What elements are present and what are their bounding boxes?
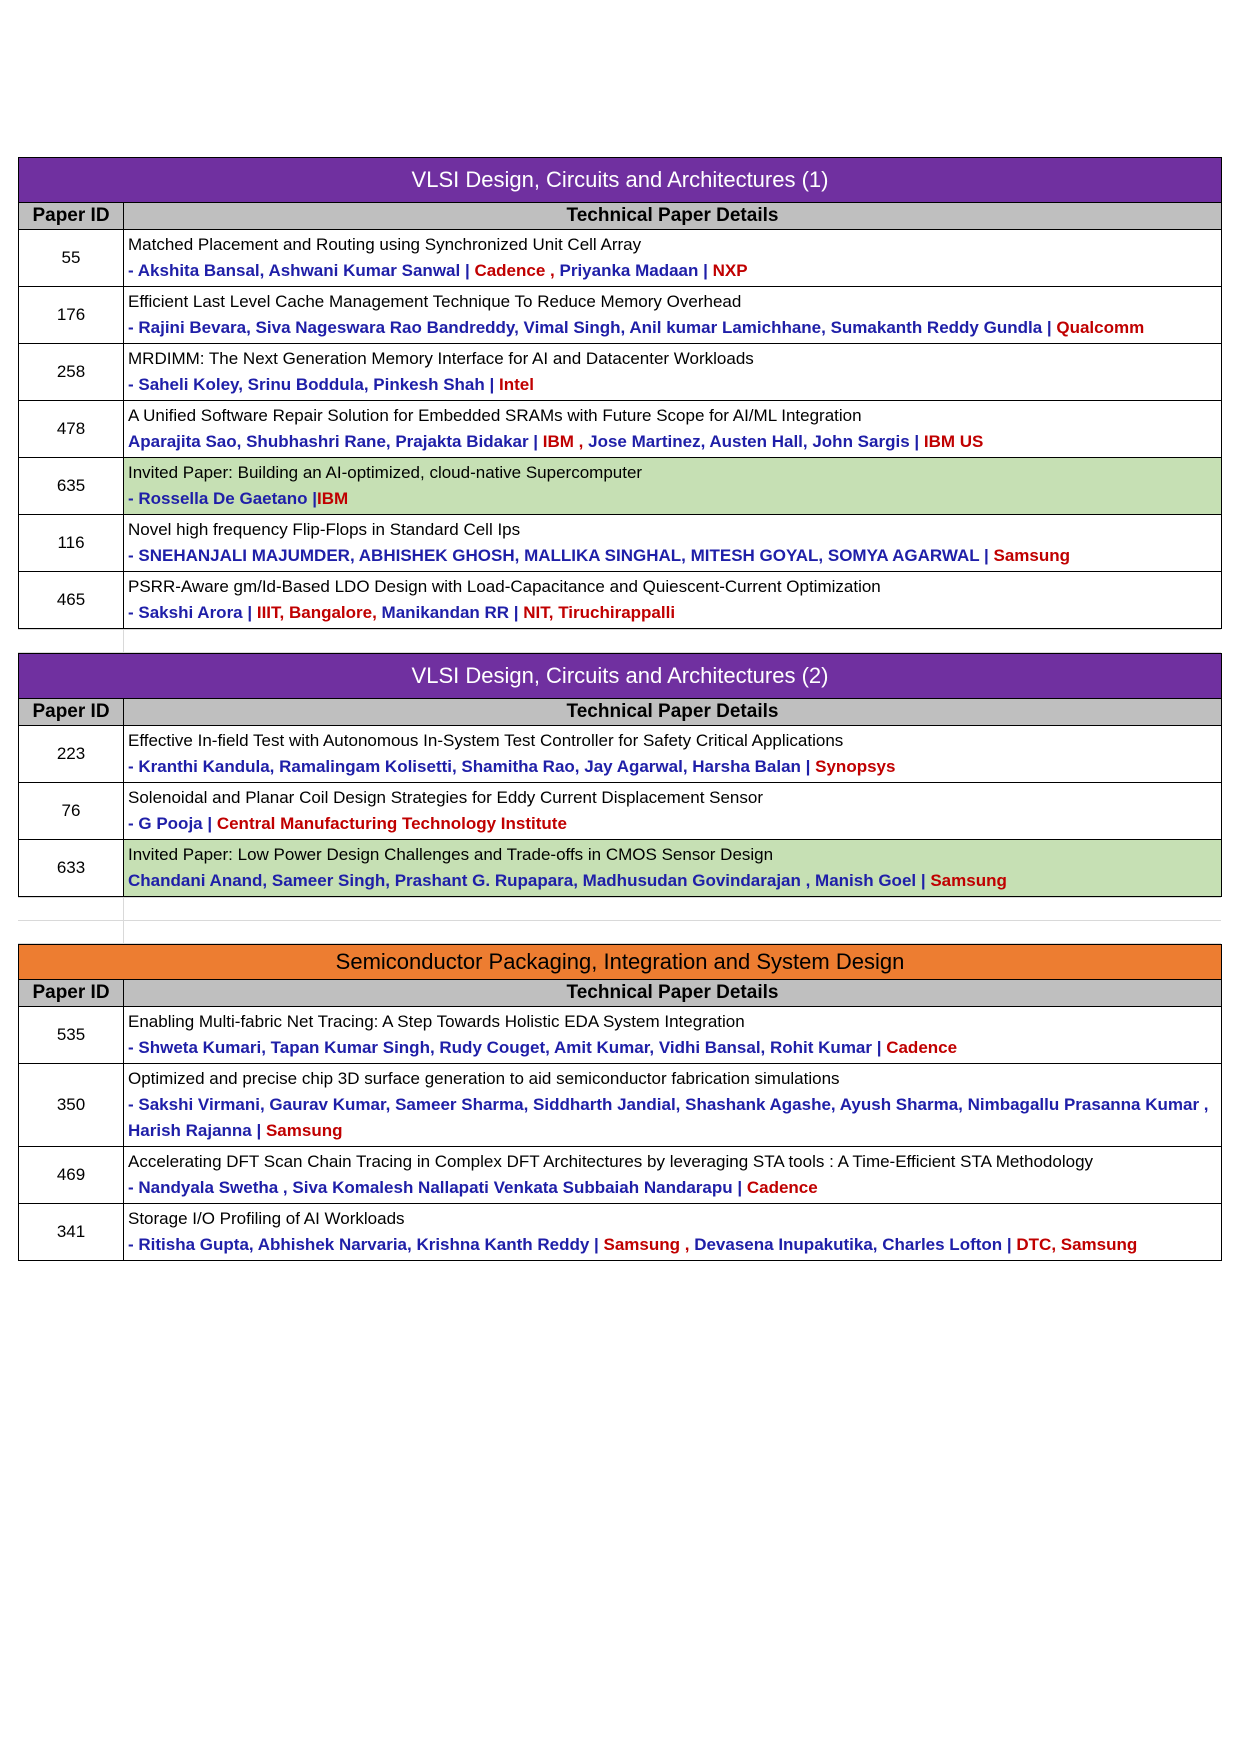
paper-title: Storage I/O Profiling of AI Workloads	[128, 1209, 405, 1228]
paper-title: Optimized and precise chip 3D surface generation to aid semiconductor fabrication simulations	[128, 1069, 840, 1088]
author-line	[128, 429, 1217, 455]
author-line	[128, 868, 1217, 894]
table-row	[19, 1204, 1222, 1261]
affiliation: IBM	[316, 489, 349, 508]
paper-details	[124, 1007, 1222, 1064]
author-names: Manikandan RR |	[381, 603, 524, 622]
table-row	[19, 458, 1222, 515]
author-names: Devasena Inupakutika, Charles Lofton |	[694, 1235, 1017, 1254]
paper-id: 469	[19, 1147, 124, 1204]
paper-id: 535	[19, 1007, 124, 1064]
paper-id: 176	[19, 287, 124, 344]
table-row	[19, 344, 1222, 401]
author-line	[128, 1232, 1217, 1258]
affiliation: Synopsys	[815, 757, 896, 776]
paper-id: 635	[19, 458, 124, 515]
paper-id: 223	[19, 726, 124, 783]
author-line	[128, 811, 1217, 837]
affiliation: Cadence	[746, 1178, 818, 1197]
author-names: - Akshita Bansal, Ashwani Kumar Sanwal |	[128, 261, 475, 280]
affiliation: DTC, Samsung	[1016, 1235, 1138, 1254]
session-table	[18, 944, 1222, 1261]
column-header-details: Technical Paper Details	[124, 203, 1222, 230]
table-row	[19, 1007, 1222, 1064]
affiliation: NIT, Tiruchirappalli	[523, 603, 676, 622]
affiliation: Central Manufacturing Technology Institute	[216, 814, 567, 833]
paper-id: 478	[19, 401, 124, 458]
column-header-details: Technical Paper Details	[124, 980, 1222, 1007]
author-names: - Saheli Koley, Srinu Boddula, Pinkesh Shah |	[128, 375, 499, 394]
paper-id: 55	[19, 230, 124, 287]
author-names: - Nandyala Swetha , Siva Komalesh Nallapati Venkata Subbaiah Nandarapu |	[128, 1178, 747, 1197]
author-names: - Sakshi Virmani, Gaurav Kumar, Sameer Sharma, Siddharth Jandial, Shashank Agashe, Ayush Sharma, Nimbagallu Prasanna Kumar , Harish Rajanna |	[128, 1095, 1209, 1140]
table-row	[19, 515, 1222, 572]
author-names: - Ritisha Gupta, Abhishek Narvaria, Krishna Kanth Reddy |	[128, 1235, 604, 1254]
author-line	[128, 543, 1217, 569]
session-table	[18, 653, 1222, 897]
author-line	[128, 372, 1217, 398]
table-row	[19, 1064, 1222, 1147]
author-line	[128, 315, 1217, 341]
paper-details	[124, 344, 1222, 401]
paper-details	[124, 401, 1222, 458]
empty-row	[18, 629, 1221, 653]
paper-details	[124, 515, 1222, 572]
affiliation: IIIT, Bangalore,	[256, 603, 382, 622]
author-line	[128, 486, 1217, 512]
paper-title: A Unified Software Repair Solution for Embedded SRAMs with Future Scope for AI/ML Integration	[128, 406, 862, 425]
session-title: Semiconductor Packaging, Integration and System Design	[19, 945, 1222, 980]
empty-row	[18, 897, 1221, 921]
paper-id: 465	[19, 572, 124, 629]
paper-details	[124, 1064, 1222, 1147]
table-row	[19, 572, 1222, 629]
affiliation: NXP	[712, 261, 748, 280]
paper-title: PSRR-Aware gm/Id-Based LDO Design with Load-Capacitance and Quiescent-Current Optimization	[128, 577, 881, 596]
author-line	[128, 600, 1217, 626]
author-line	[128, 1175, 1217, 1201]
empty-row	[18, 921, 1221, 944]
affiliation: Cadence	[886, 1038, 958, 1057]
column-header-details: Technical Paper Details	[124, 699, 1222, 726]
affiliation: Qualcomm	[1056, 318, 1145, 337]
table-row	[19, 840, 1222, 897]
column-header-paper-id: Paper ID	[19, 699, 124, 726]
paper-title: Effective In-field Test with Autonomous In-System Test Controller for Safety Critical Applications	[128, 731, 844, 750]
paper-title: Enabling Multi-fabric Net Tracing: A Step Towards Holistic EDA System Integration	[128, 1012, 745, 1031]
affiliation: Samsung	[930, 871, 1007, 890]
paper-title: Accelerating DFT Scan Chain Tracing in Complex DFT Architectures by leveraging STA tools : A Time-Efficient STA Methodology	[128, 1152, 1094, 1171]
author-names: Priyanka Madaan |	[559, 261, 713, 280]
author-names: Aparajita Sao, Shubhashri Rane, Prajakta Bidakar |	[128, 432, 543, 451]
table-row	[19, 1147, 1222, 1204]
paper-id: 350	[19, 1064, 124, 1147]
paper-id: 116	[19, 515, 124, 572]
paper-title: Solenoidal and Planar Coil Design Strategies for Eddy Current Displacement Sensor	[128, 788, 764, 807]
affiliation: Samsung	[265, 1121, 343, 1140]
table-row	[19, 726, 1222, 783]
author-names: Chandani Anand, Sameer Singh, Prashant G. Rupapara, Madhusudan Govindarajan , Manish Goel |	[128, 871, 931, 890]
paper-title: MRDIMM: The Next Generation Memory Interface for AI and Datacenter Workloads	[128, 349, 754, 368]
session-title: VLSI Design, Circuits and Architectures (1)	[19, 158, 1222, 203]
paper-id: 258	[19, 344, 124, 401]
session-title: VLSI Design, Circuits and Architectures (2)	[19, 654, 1222, 699]
paper-title: Invited Paper: Building an AI-optimized, cloud-native Supercomputer	[128, 463, 643, 482]
paper-title: Matched Placement and Routing using Synchronized Unit Cell Array	[128, 235, 642, 254]
paper-id: 76	[19, 783, 124, 840]
paper-details	[124, 840, 1222, 897]
table-row	[19, 401, 1222, 458]
paper-details	[124, 1147, 1222, 1204]
author-names: - SNEHANJALI MAJUMDER, ABHISHEK GHOSH, MALLIKA SINGHAL, MITESH GOYAL, SOMYA AGARWAL |	[128, 546, 994, 565]
paper-details	[124, 230, 1222, 287]
paper-title: Invited Paper: Low Power Design Challenges and Trade-offs in CMOS Sensor Design	[128, 845, 774, 864]
paper-details	[124, 1204, 1222, 1261]
table-row	[19, 287, 1222, 344]
affiliation: Intel	[498, 375, 534, 394]
affiliation: Samsung	[993, 546, 1071, 565]
paper-title: Efficient Last Level Cache Management Technique To Reduce Memory Overhead	[128, 292, 742, 311]
program-sheet	[18, 157, 1221, 1261]
affiliation: IBM US	[923, 432, 984, 451]
affiliation: Cadence ,	[474, 261, 560, 280]
affiliation: Samsung ,	[603, 1235, 695, 1254]
affiliation: IBM ,	[542, 432, 589, 451]
paper-details	[124, 726, 1222, 783]
paper-details	[124, 287, 1222, 344]
author-line	[128, 1092, 1217, 1144]
author-names: - Rajini Bevara, Siva Nageswara Rao Bandreddy, Vimal Singh, Anil kumar Lamichhane, Sumakanth Reddy Gundla |	[128, 318, 1057, 337]
author-line	[128, 754, 1217, 780]
column-header-paper-id: Paper ID	[19, 203, 124, 230]
author-names: - Sakshi Arora |	[128, 603, 257, 622]
author-line	[128, 1035, 1217, 1061]
table-row	[19, 230, 1222, 287]
paper-details	[124, 458, 1222, 515]
column-header-paper-id: Paper ID	[19, 980, 124, 1007]
author-names: Jose Martinez, Austen Hall, John Sargis |	[588, 432, 924, 451]
author-names: - Kranthi Kandula, Ramalingam Kolisetti, Shamitha Rao, Jay Agarwal, Harsha Balan |	[128, 757, 816, 776]
session-table	[18, 157, 1222, 629]
author-names: - Rossella De Gaetano |	[128, 489, 317, 508]
author-names: - G Pooja |	[128, 814, 217, 833]
paper-title: Novel high frequency Flip-Flops in Standard Cell Ips	[128, 520, 521, 539]
author-names: - Shweta Kumari, Tapan Kumar Singh, Rudy Couget, Amit Kumar, Vidhi Bansal, Rohit Kumar |	[128, 1038, 887, 1057]
paper-id: 341	[19, 1204, 124, 1261]
paper-details	[124, 783, 1222, 840]
paper-details	[124, 572, 1222, 629]
paper-id: 633	[19, 840, 124, 897]
table-row	[19, 783, 1222, 840]
author-line	[128, 258, 1217, 284]
